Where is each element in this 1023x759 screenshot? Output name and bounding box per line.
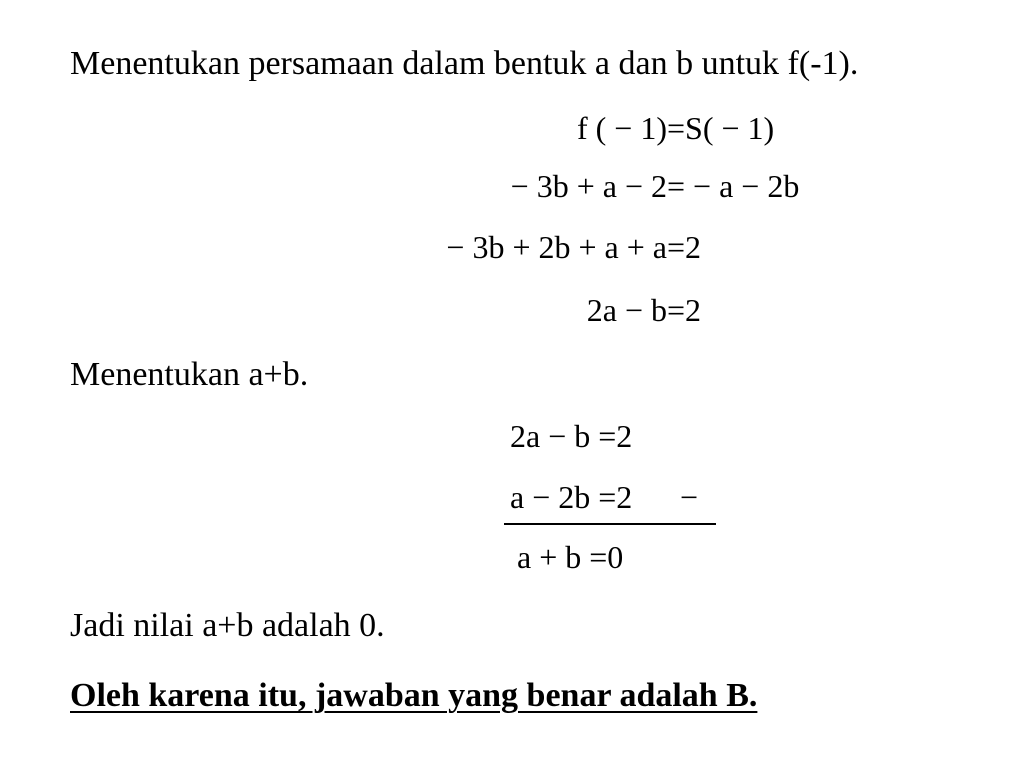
elim-line-1: 2a − b =2	[510, 418, 633, 454]
subtitle-paragraph: Menentukan a+b.	[70, 356, 309, 393]
eq2-lhs: − 3b + a − 2	[510, 168, 667, 204]
eq4-rhs: =2	[667, 292, 702, 328]
eq2-rhs: = − a − 2b	[667, 168, 800, 204]
subtract-sign: −	[680, 479, 699, 515]
intro-paragraph: Menentukan persamaan dalam bentuk a dan b untuk f(-1).	[70, 45, 859, 82]
eq4-lhs: 2a − b	[586, 292, 667, 328]
elimination-rule	[504, 523, 716, 525]
eq1-rhs: =S( − 1)	[667, 110, 775, 146]
conclusion-heading: Oleh karena itu, jawaban yang benar adalah B.	[70, 677, 758, 714]
result-paragraph: Jadi nilai a+b adalah 0.	[70, 607, 385, 644]
elim-line-2: a − 2b =2	[510, 479, 633, 515]
eq3-lhs: − 3b + 2b + a + a	[446, 229, 667, 265]
eq3-rhs: =2	[667, 229, 702, 265]
elim-result: a + b =0	[517, 539, 624, 575]
eq1-lhs: f ( − 1)	[576, 110, 667, 146]
